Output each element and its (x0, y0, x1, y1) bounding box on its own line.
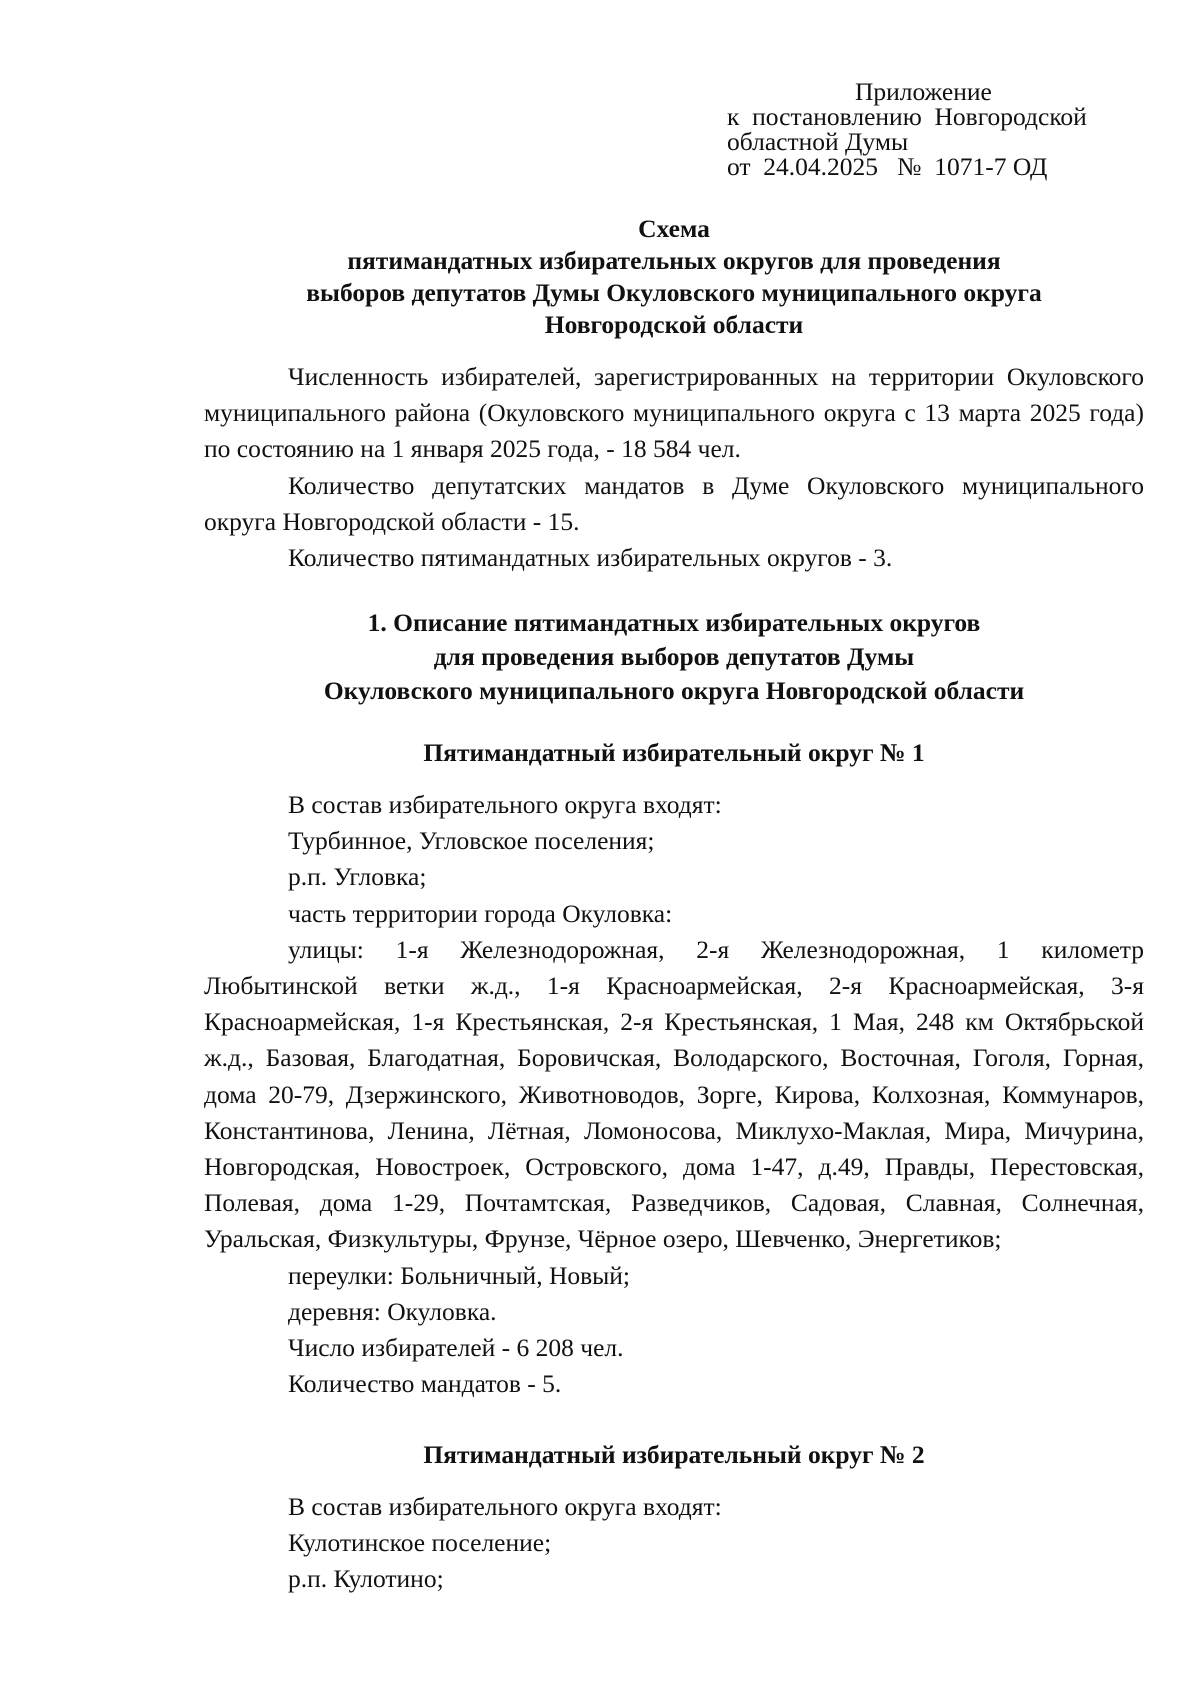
title-line-3: выборов депутатов Думы Окуловского муниципального округа (306, 278, 1042, 307)
annex-date-number: от 24.04.2025 № 1071-7 ОД (727, 152, 1048, 181)
intro-voters-paragraph: Численность избирателей, зарегистрированных на территории Окуловского муниципального района (Окуловского муниципального округа с 13 марта 2025 года) по состоянию на 1 января 2025 года, - 18 584 чел. (204, 362, 1144, 464)
section-1-title-line-2: для проведения выборов депутатов Думы (433, 642, 915, 671)
district-1-settlements: Турбинное, Угловское поселения; (288, 826, 655, 856)
district-2-body (204, 1489, 1144, 1598)
district-1-composition: В состав избирательного округа входят: (288, 790, 722, 819)
title-line-1: Схема (638, 214, 710, 243)
annex-resolution-line: к постановлению Новгородской (727, 102, 1087, 131)
district-1-body (204, 787, 1144, 1402)
annex-header (727, 79, 1087, 179)
district-1-lanes: переулки: Больничный, Новый; (288, 1260, 631, 1290)
district-1-mandates: Количество мандатов - 5. (288, 1369, 562, 1399)
intro-districts-paragraph: Количество пятимандатных избирательных округов - 3. (288, 543, 893, 573)
district-1-city-part: часть территории города Окуловка: (288, 898, 673, 928)
district-2-rp: р.п. Кулотино; (288, 1564, 444, 1594)
document-title (204, 213, 1144, 341)
district-2-composition: В состав избирательного округа входят: (288, 1492, 722, 1521)
annex-label: Приложение (855, 77, 992, 106)
section-1-title-line-3: Окуловского муниципального округа Новгородской области (323, 676, 1025, 705)
district-1-title: Пятимандатный избирательный округ № 1 (423, 738, 925, 767)
district-1-streets: улицы: 1-я Железнодорожная, 2-я Железнодорожная, 1 километр Любытинской ветки ж.д., 1-я Красноармейская, 2-я Красноармейская, 3-я Красноармейская, 1-я Крестьянская, 2-я Крестьянская, 1 Мая, 248 км Октябрьской ж.д., Базовая, Благодатная, Боровичская, Володарского, Восточная, Гоголя, Горная, дома 20-79, Дзержинского, Животноводов, Зорге, Кирова, Колхозная, Коммунаров, Константинова, Ленина, Лётная, Ломоносова, Миклухо-Маклая, Мира, Мичурина, Новгородская, Новостроек, Островского, дома 1-47, д.49, Правды, Перестовская, Полевая, дома 1-29, Почтамтская, Разведчиков, Садовая, Славная, Солнечная, Уральская, Физкультуры, Фрунзе, Чёрное озеро, Шевченко, Энергетиков; (204, 934, 1144, 1254)
section-1-title (204, 606, 1144, 708)
district-2-settlement: Кулотинское поселение; (288, 1528, 552, 1558)
intro-mandates-paragraph: Количество депутатских мандатов в Думе Окуловского муниципального округа Новгородской области - 15. (204, 470, 1144, 536)
intro-section (204, 359, 1144, 576)
annex-duma-line: областной Думы (727, 127, 909, 156)
section-1-title-line-1: 1. Описание пятимандатных избирательных округов (367, 608, 981, 637)
district-1-rp: р.п. Угловка; (288, 862, 427, 892)
title-line-4: Новгородской области (544, 310, 804, 339)
district-1-village: деревня: Окуловка. (288, 1296, 497, 1326)
district-1-voters: Число избирателей - 6 208 чел. (288, 1333, 624, 1363)
district-2-title: Пятимандатный избирательный округ № 2 (423, 1440, 925, 1469)
title-line-2: пятимандатных избирательных округов для проведения (347, 246, 1001, 275)
